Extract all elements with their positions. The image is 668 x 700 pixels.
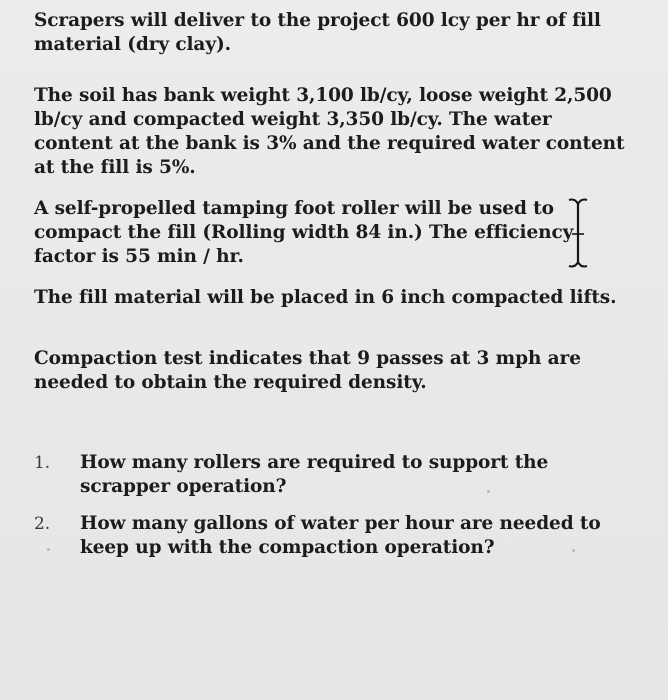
problem-paragraph-roller: A self-propelled tamping foot roller will be used to compact the fill (Rolling width 84 in.) The efficiency factor is 55 min / hr. [34,198,574,267]
smudge-mark [572,549,575,552]
question-text: How many gallons of water per hour are needed to keep up with the compaction operation? [80,513,601,558]
smudge-mark [47,548,50,551]
question-number: 2. [34,514,51,534]
problem-paragraph-scrapers: Scrapers will deliver to the project 600 lcy per hr of fill material (dry clay). [34,10,601,55]
question-number: 1. [34,453,51,473]
problem-paragraph-compaction-test: Compaction test indicates that 9 passes at 3 mph are needed to obtain the required density. [34,348,581,393]
problem-paragraph-lifts: The fill material will be placed in 6 inch compacted lifts. [34,287,617,308]
problem-paragraph-soil-weights: The soil has bank weight 3,100 lb/cy, loose weight 2,500 lb/cy and compacted weight 3,350 lb/cy. The water content at the bank is 3% and the required water content at the fill is 5%. [34,85,625,178]
text-cursor-icon [565,196,591,270]
smudge-mark [487,490,490,493]
question-text: How many rollers are required to support the scrapper operation? [80,452,549,497]
